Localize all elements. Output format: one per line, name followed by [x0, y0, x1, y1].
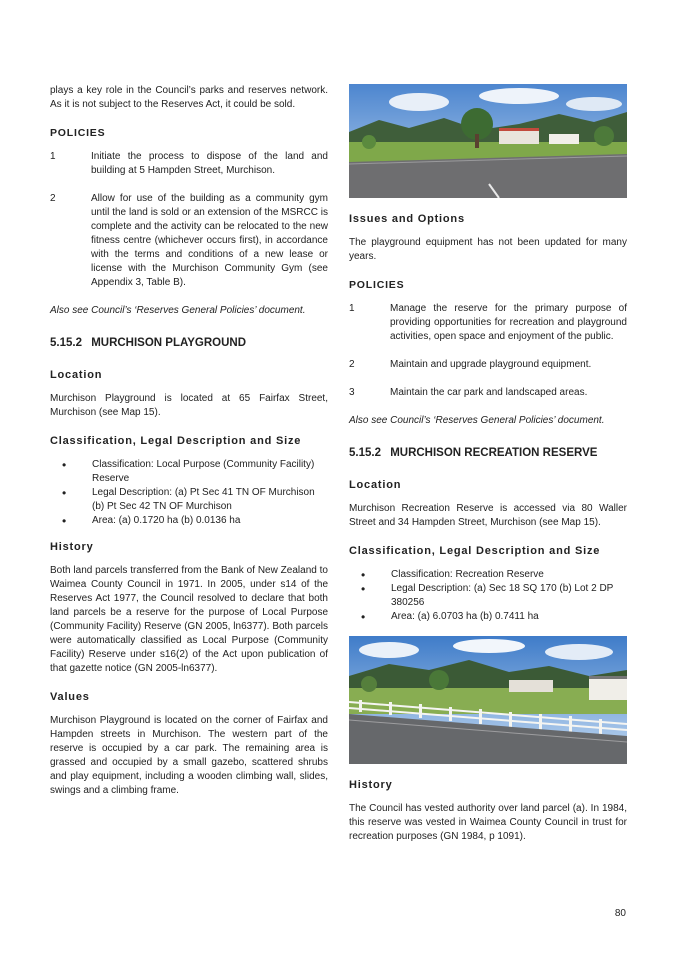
also-see-note: Also see Council’s ‘Reserves General Policies’ document. — [349, 415, 605, 426]
policy-number: 1 — [349, 303, 355, 314]
list-item — [50, 458, 328, 486]
location-text: Murchison Recreation Reserve is accessed via 80 Waller Street and 34 Hampden Street, Murchison (see Map 15). — [349, 503, 627, 528]
policy-number: 1 — [50, 151, 56, 162]
policy-number: 3 — [349, 387, 355, 398]
section-heading — [349, 446, 627, 460]
section-title: MURCHISON PLAYGROUND — [91, 337, 247, 349]
section-heading — [50, 336, 328, 350]
bullet-icon: • — [361, 610, 366, 624]
policy-item — [50, 150, 328, 178]
classification-list — [50, 458, 328, 528]
history-heading: History — [50, 541, 94, 553]
values-heading: Values — [50, 691, 90, 703]
list-item — [50, 514, 328, 528]
section-title: MURCHISON RECREATION RESERVE — [390, 447, 598, 459]
policy-text: Initiate the process to dispose of the land and building at 5 Hampden Street, Murchison. — [91, 151, 328, 176]
issues-heading: Issues and Options — [349, 213, 465, 225]
classification-heading: Classification, Legal Description and Size — [50, 435, 302, 447]
policies-list — [349, 302, 627, 400]
right-column — [349, 84, 627, 858]
bullet-icon: • — [62, 486, 67, 500]
bullet-icon: • — [361, 568, 366, 582]
policies-heading: POLICIES — [349, 279, 405, 291]
location-heading: Location — [349, 479, 402, 491]
history-heading: History — [349, 779, 393, 791]
bullet-icon: • — [62, 458, 67, 472]
list-item-text: Legal Description: (a) Pt Sec 41 TN OF Murchison (b) Pt Sec 42 TN OF Murchison — [92, 487, 315, 512]
policy-text: Maintain the car park and landscaped areas. — [390, 387, 588, 398]
list-item — [50, 486, 328, 514]
list-item — [349, 582, 627, 610]
also-see-note: Also see Council’s ‘Reserves General Policies’ document. — [50, 305, 306, 316]
policy-item — [349, 386, 627, 400]
page-number: 80 — [614, 908, 626, 919]
policy-text: Manage the reserve for the primary purpose of providing opportunities for recreation and playground activities, open space and enjoyment of the public. — [390, 303, 627, 342]
history-text: Both land parcels transferred from the Bank of New Zealand to Waimea County Council in 1971. In 2005, under s14 of the Reserves Act 1977, the Council resolved to declare that both land parcels be a reserve for the purpose of Local Purpose (Community Facility) Reserve (GN 2005, ln6377). Both parcels were automatically classified as Local Purpose (Community Facility) Reserve under s16(2) of the Act upon publication of that gazette notice (GN 2005-ln6377). — [50, 565, 328, 674]
list-item-text: Classification: Local Purpose (Community Facility) Reserve — [92, 459, 315, 484]
policy-item — [349, 302, 627, 344]
policies-heading: POLICIES — [50, 127, 106, 139]
classification-list — [349, 568, 627, 624]
list-item-text: Area: (a) 0.1720 ha (b) 0.0136 ha — [92, 515, 241, 526]
policy-number: 2 — [349, 359, 355, 370]
policy-text: Allow for use of the building as a community gym until the land is sold or an extension of the MSRCC is complete and the activity can be relocated to the new fitness centre (whichever occurs first), in accordance with the terms and conditions of a new lease or license with the Murchison Community Gym (see Appendix 3, Table B). — [91, 193, 328, 288]
list-item — [349, 610, 627, 624]
list-item-text: Area: (a) 6.0703 ha (b) 0.7411 ha — [391, 611, 539, 622]
policy-text: Maintain and upgrade playground equipment. — [390, 359, 592, 370]
values-text: Murchison Playground is located on the corner of Fairfax and Hampden streets in Murchison. The western part of the reserve is occupied by a car park. The remaining area is grassed and occupied by a small gazebo, scattered shrubs and play equipment, including a wooden climbing wall, slides, swings and a climbing frame. — [50, 715, 328, 796]
policies-list — [50, 150, 328, 290]
bullet-icon: • — [62, 514, 67, 528]
policy-number: 2 — [50, 193, 56, 204]
policy-item — [50, 192, 328, 290]
history-text: The Council has vested authority over land parcel (a). In 1984, this reserve was vested in Waimea County Council in trust for recreation purposes (GN 1984, p 1091). — [349, 803, 627, 842]
location-text: Murchison Playground is located at 65 Fairfax Street, Murchison (see Map 15). — [50, 393, 328, 418]
section-number: 5.15.2 — [349, 447, 381, 459]
policy-item — [349, 358, 627, 372]
intro-paragraph: plays a key role in the Council’s parks and reserves network. As it is not subject to the Reserves Act, it could be sold. — [50, 85, 328, 110]
bullet-icon: • — [361, 582, 366, 596]
list-item-text: Legal Description: (a) Sec 18 SQ 170 (b) Lot 2 DP 380256 — [391, 583, 614, 608]
issues-text: The playground equipment has not been updated for many years. — [349, 237, 627, 262]
left-column — [50, 84, 328, 812]
location-heading: Location — [50, 369, 103, 381]
list-item — [349, 568, 627, 582]
section-number: 5.15.2 — [50, 337, 82, 349]
playground-photo — [349, 84, 627, 198]
classification-heading: Classification, Legal Description and Size — [349, 545, 601, 557]
recreation-reserve-photo — [349, 636, 627, 764]
list-item-text: Classification: Recreation Reserve — [391, 569, 544, 580]
